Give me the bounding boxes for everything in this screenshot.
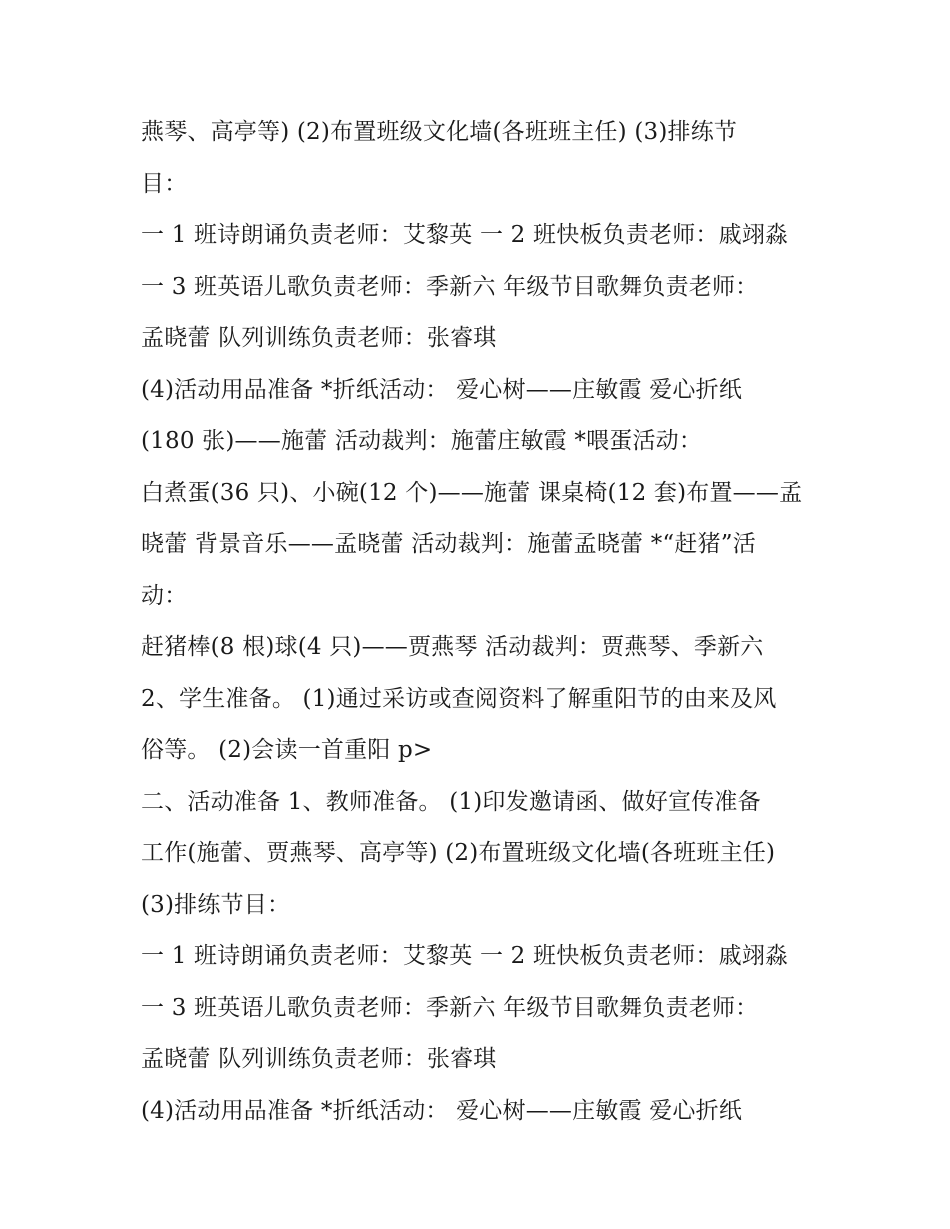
text-line: 2、学生准备。 (1)通过采访或查阅资料了解重阳节的由来及风 (141, 685, 777, 712)
text-line: 白煮蛋(36 只)、小碗(12 个)——施蕾 课桌椅(12 套)布置——孟 (141, 479, 803, 506)
text-line: 晓蕾 背景音乐——孟晓蕾 活动裁判：施蕾孟晓蕾 *“赶猪”活 (141, 531, 756, 557)
text-line: 目： (141, 170, 188, 197)
text-line: 一 1 班诗朗诵负责老师：艾黎英 一 2 班快板负责老师：戚翊淼 (141, 222, 789, 248)
text-line: (4)活动用品准备 *折纸活动： 爱心树——庄敏霞 爱心折纸 (141, 376, 743, 403)
text-line: 一 3 班英语儿歌负责老师：季新六 年级节目歌舞负责老师： (141, 273, 759, 300)
text-line: 动： (141, 582, 188, 609)
text-line: 一 1 班诗朗诵负责老师：艾黎英 一 2 班快板负责老师：戚翊淼 (141, 943, 789, 969)
text-line: 俗等。 (2)会读一首重阳 p> (141, 737, 433, 763)
document-body (141, 107, 841, 1137)
text-line: 工作(施蕾、贾燕琴、高亭等) (2)布置班级文化墙(各班班主任) (141, 840, 776, 866)
text-line: (3)排练节目： (141, 891, 291, 918)
text-line: 孟晓蕾 队列训练负责老师：张睿琪 (141, 1046, 497, 1072)
text-line: (4)活动用品准备 *折纸活动： 爱心树——庄敏霞 爱心折纸 (141, 1097, 743, 1124)
text-line: 赶猪棒(8 根)球(4 只)——贾燕琴 活动裁判：贾燕琴、季新六 (141, 634, 764, 660)
text-line: 一 3 班英语儿歌负责老师：季新六 年级节目歌舞负责老师： (141, 994, 759, 1021)
text-line: (180 张)——施蕾 活动裁判：施蕾庄敏霞 *喂蛋活动： (141, 428, 703, 454)
text-line: 燕琴、高亭等) (2)布置班级文化墙(各班班主任) (3)排练节 (141, 119, 738, 145)
text-line: 二、活动准备 1、教师准备。 (1)印发邀请函、做好宣传准备 (141, 788, 761, 815)
text-line: 孟晓蕾 队列训练负责老师：张睿琪 (141, 325, 497, 351)
